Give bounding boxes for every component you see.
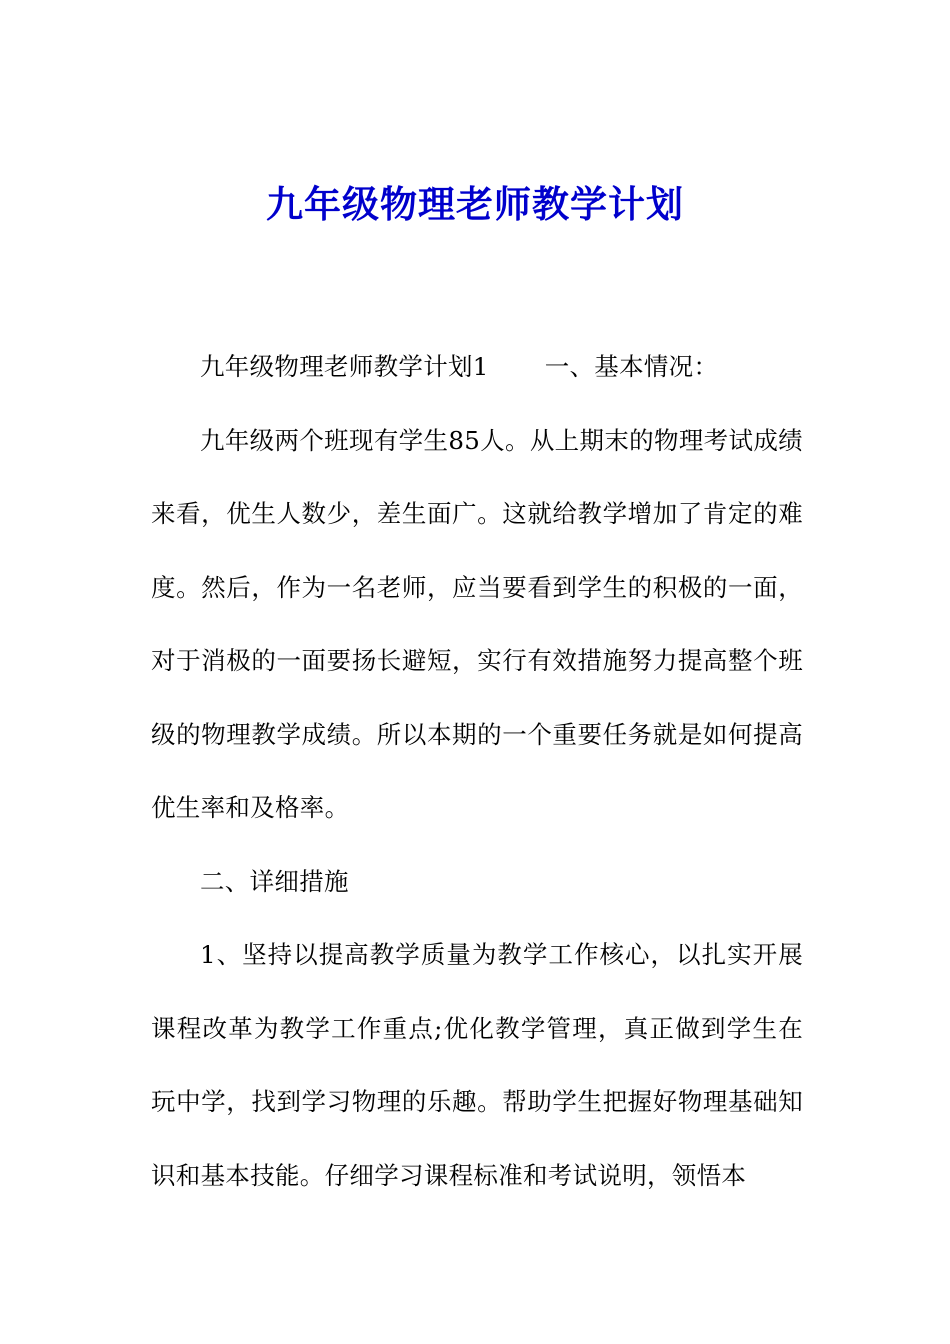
document-title: 九年级物理老师教学计划	[266, 182, 684, 226]
intro-line	[151, 330, 803, 404]
paragraph-basic-situation: 九年级两个班现有学生85人。从上期末的物理考试成绩来看，优生人数少，差生面广。这就给教学增加了肯定的难度。然后，作为一名老师，应当要看到学生的积极的一面，对于消极的一面要扬长避短，实行有效措施努力提高整个班级的物理教学成绩。所以本期的一个重要任务就是如何提高优生率和及格率。	[151, 425, 803, 822]
paragraph-measure-1: 1、坚持以提高教学质量为教学工作核心，以扎实开展课程改革为教学工作重点;优化教学管理，真正做到学生在玩中学，找到学习物理的乐趣。帮助学生把握好物理基础知识和基本技能。仔细学习课程标准和考试说明，领悟本	[151, 940, 803, 1190]
document-body	[151, 330, 803, 1212]
plan-heading: 九年级物理老师教学计划1	[200, 352, 489, 381]
section-heading-measures: 二、详细措施	[200, 866, 349, 896]
section-heading-basic: 一、基本情况：	[544, 352, 719, 381]
